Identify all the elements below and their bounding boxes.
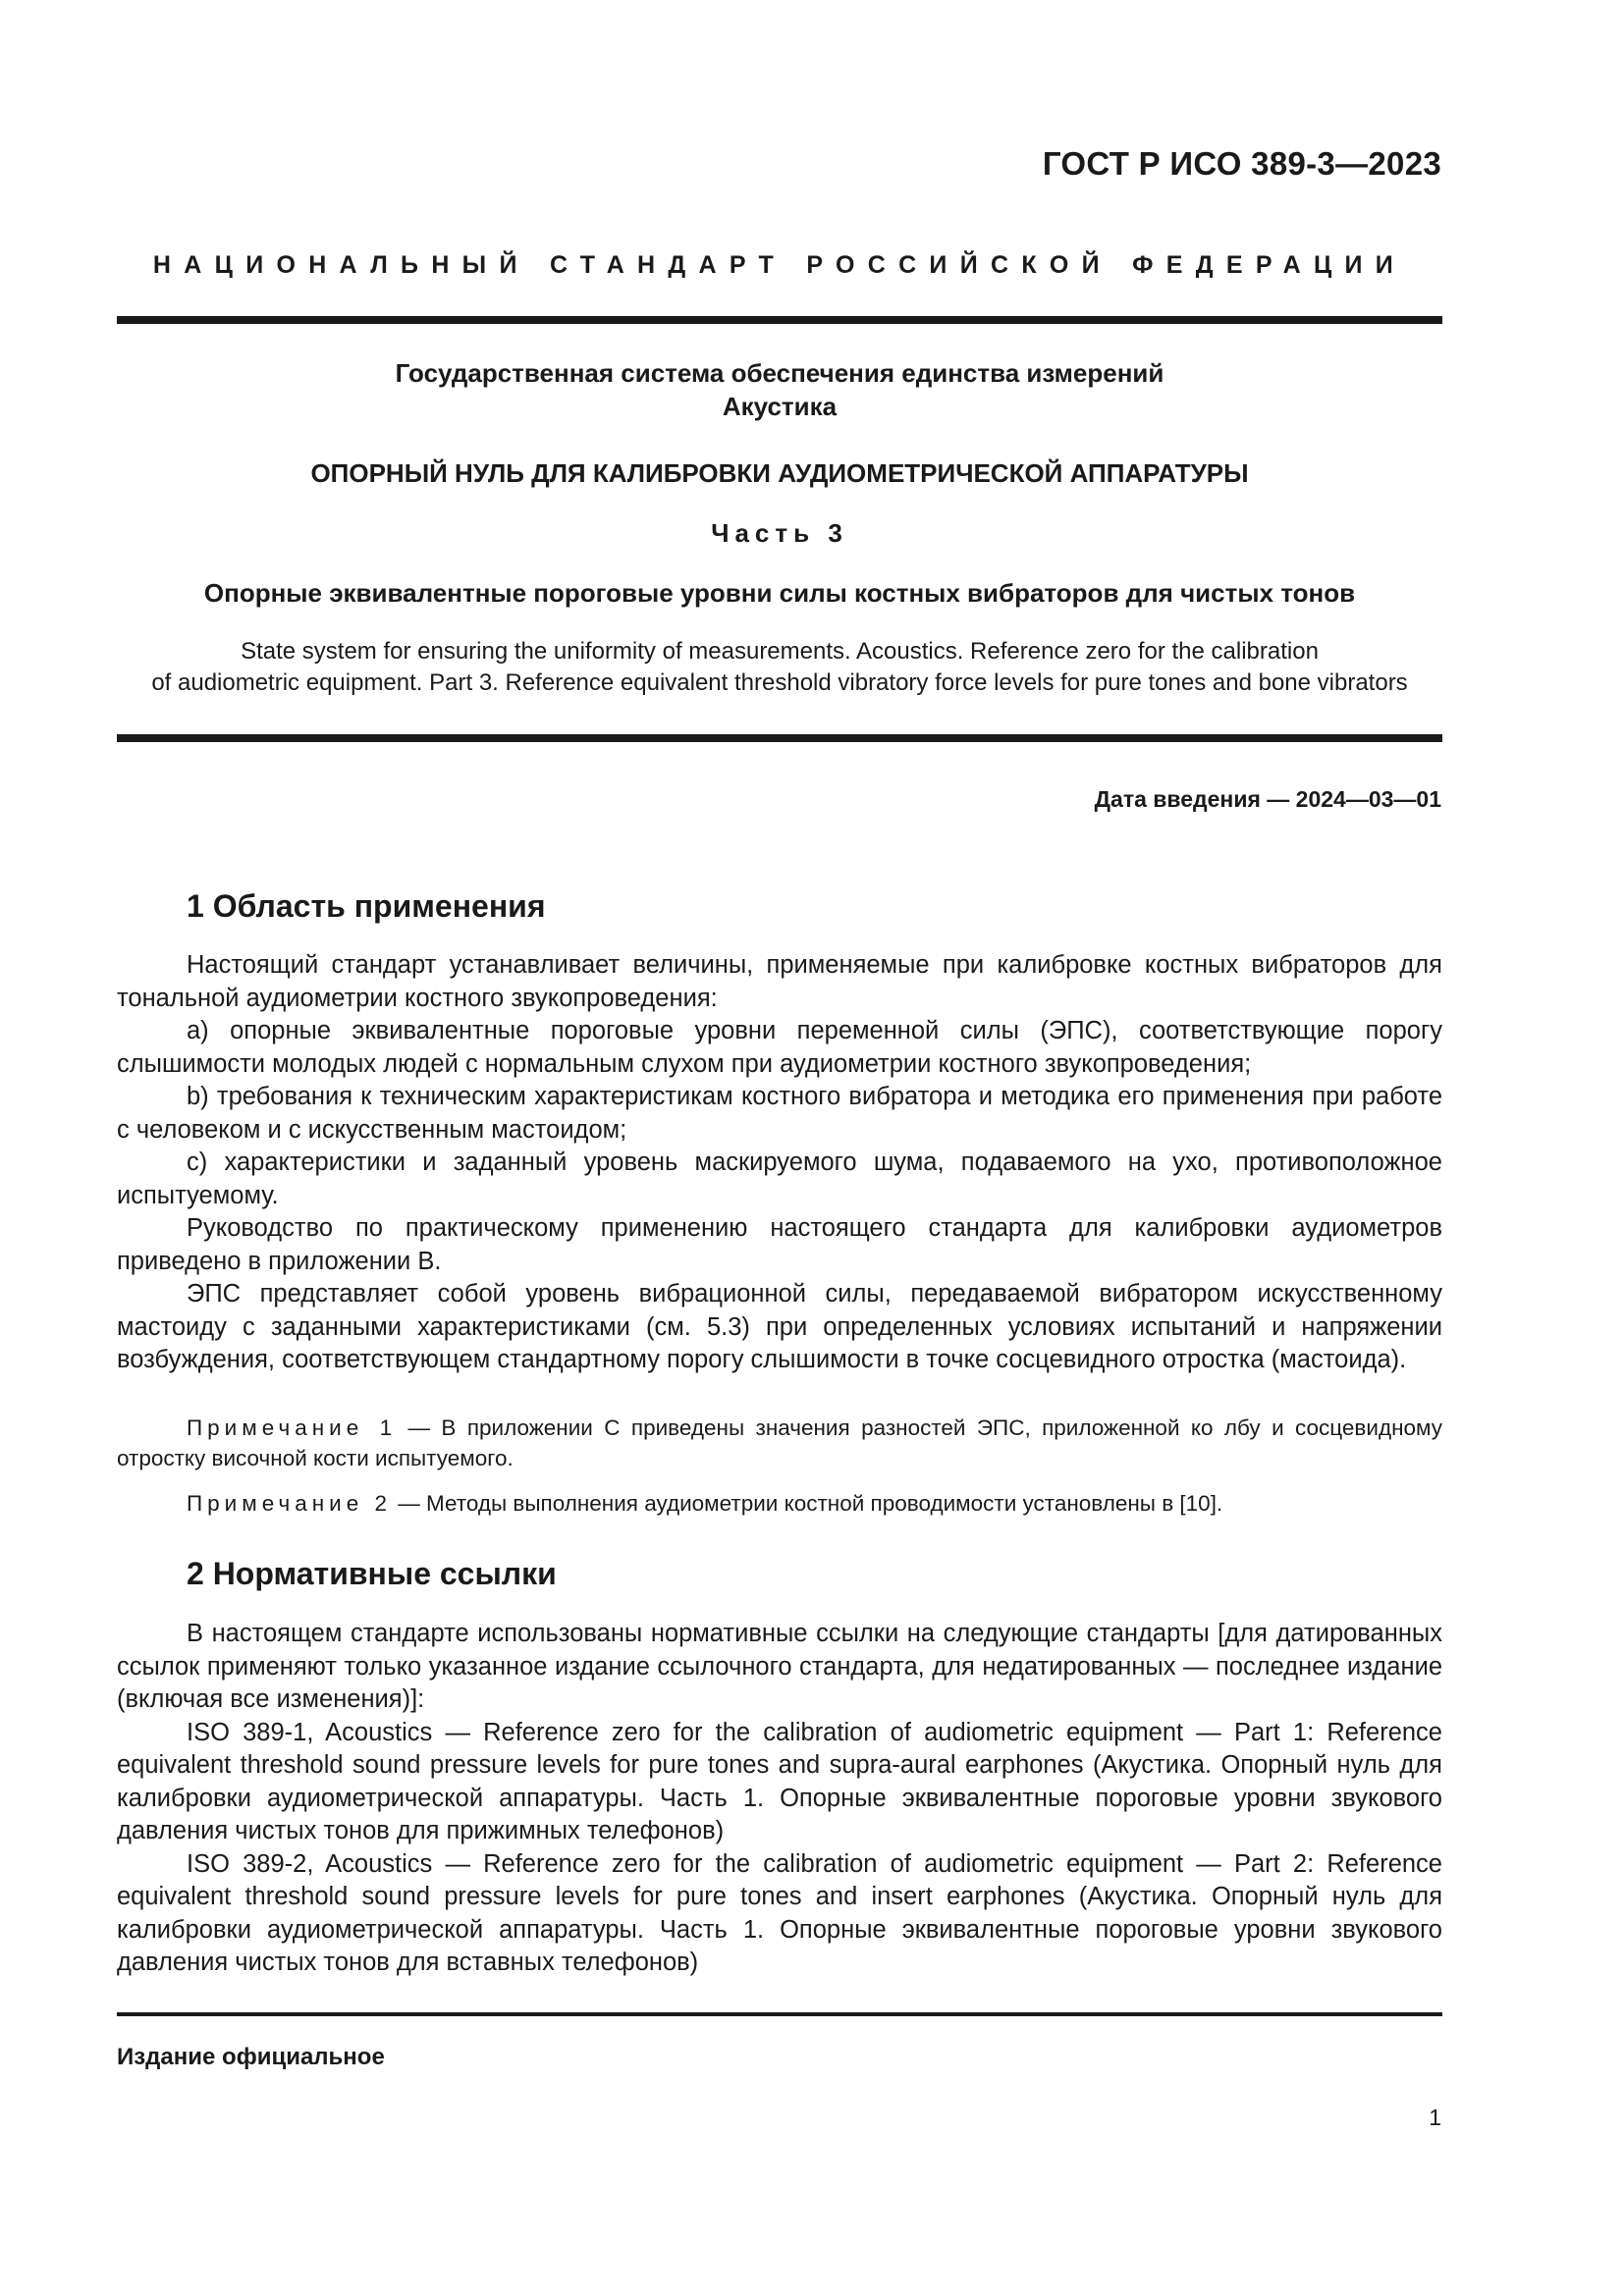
system-title-line1: Государственная система обеспечения единства измерений	[395, 358, 1164, 388]
list-item-c: c) характеристики и заданный уровень маскируемого шума, подаваемого на ухо, противоположное испытуемому.	[117, 1148, 1442, 1209]
national-standard-heading: НАЦИОНАЛЬНЫЙ СТАНДАРТ РОССИЙСКОЙ ФЕДЕРАЦИИ	[152, 251, 1407, 279]
list-item-b: b) требования к техническим характеристикам костного вибратора и методика его применения при работе с человеком и с искусственным мастоидом;	[117, 1083, 1442, 1144]
list-item-a: а) опорные эквивалентные пороговые уровни переменной силы (ЭПС), соответствующие порогу слышимости молодых людей с нормальным слухом при аудиометрии костного звукопроведения;	[117, 1017, 1442, 1078]
footer-rule	[117, 2012, 1442, 2016]
note-label: Примечание 1	[187, 1415, 398, 1440]
section-1-body	[117, 949, 1442, 1377]
english-title-line2: of audiometric equipment. Part 3. Reference equivalent threshold vibratory force levels for pure tones and bone vibrators	[151, 669, 1408, 696]
normative-reference: ISO 389-2, Acoustics — Reference zero for the calibration of audiometric equipment — Part 2: Reference equivalent threshold sound pressure levels for pure tones and insert earphones (Акустика. Опорный нуль для калибровки аудиометрической аппаратуры. Часть 1. Опорные эквивалентные пороговые уровни звукового давления чистых тонов для вставных телефонов)	[117, 1849, 1442, 1976]
note-text: — В приложении С приведены значения разностей ЭПС, приложенной ко лбу и сосцевидному отростку височной кости испытуемого.	[117, 1415, 1442, 1470]
main-title: ОПОРНЫЙ НУЛЬ ДЛЯ КАЛИБРОВКИ АУДИОМЕТРИЧЕСКОЙ АППАРАТУРЫ	[310, 458, 1249, 488]
introduction-date: Дата введения — 2024—03—01	[1094, 786, 1441, 812]
section-2-title: 2 Нормативные ссылки	[187, 1556, 557, 1591]
section-1-paragraph: Настоящий стандарт устанавливает величины, применяемые при калибровке костных вибраторов для тональной аудиометрии костного звукопроведения:	[117, 951, 1442, 1012]
section-2-paragraph: В настоящем стандарте использованы нормативные ссылки на следующие стандарты [для датированных ссылок применяют только указанное издание ссылочного стандарта, для недатированных — последнее издание (включая все изменения)]:	[117, 1620, 1442, 1713]
standard-designation: ГОСТ Р ИСО 389-3—2023	[1042, 145, 1441, 182]
note-1	[117, 1413, 1442, 1473]
note-text: — Методы выполнения аудиометрии костной проводимости установлены в [10].	[392, 1491, 1223, 1516]
note-label: Примечание 2	[187, 1491, 392, 1516]
section-1-paragraph: ЭПС представляет собой уровень вибрационной силы, передаваемой вибратором искусственному мастоиду с заданными характеристиками (см. 5.3) при определенных условиях испытаний и напряжении возбуждения, соответствующем стандартному порогу слышимости в точке сосцевидного отростка (мастоида).	[117, 1280, 1442, 1373]
section-1-title: 1 Область применения	[187, 888, 546, 924]
english-title-line1: State system for ensuring the uniformity of measurements. Acoustics. Reference zero for the calibration	[241, 638, 1319, 665]
top-rule	[117, 316, 1442, 324]
page-number: 1	[1429, 2105, 1441, 2130]
subtitle: Опорные эквивалентные пороговые уровни силы костных вибраторов для чистых тонов	[203, 578, 1356, 608]
section-1-paragraph: Руководство по практическому применению настоящего стандарта для калибровки аудиометров приведено в приложении В.	[117, 1214, 1442, 1275]
section-2-body	[117, 1618, 1442, 1980]
normative-reference: ISO 389-1, Acoustics — Reference zero for the calibration of audiometric equipment — Part 1: Reference equivalent threshold sound pressure levels for pure tones and supra-aural earphones (Акустика. Опорный нуль для калибровки аудиометрической аппаратуры. Часть 1. Опорные эквивалентные пороговые уровни звукового давления чистых тонов для прижимных телефонов)	[117, 1718, 1442, 1844]
official-edition-label: Издание официальное	[117, 2044, 385, 2070]
system-title-line2: Акустика	[722, 392, 838, 421]
title-bottom-rule	[117, 734, 1442, 742]
note-2	[117, 1488, 1442, 1519]
part-number: Часть 3	[711, 518, 848, 548]
